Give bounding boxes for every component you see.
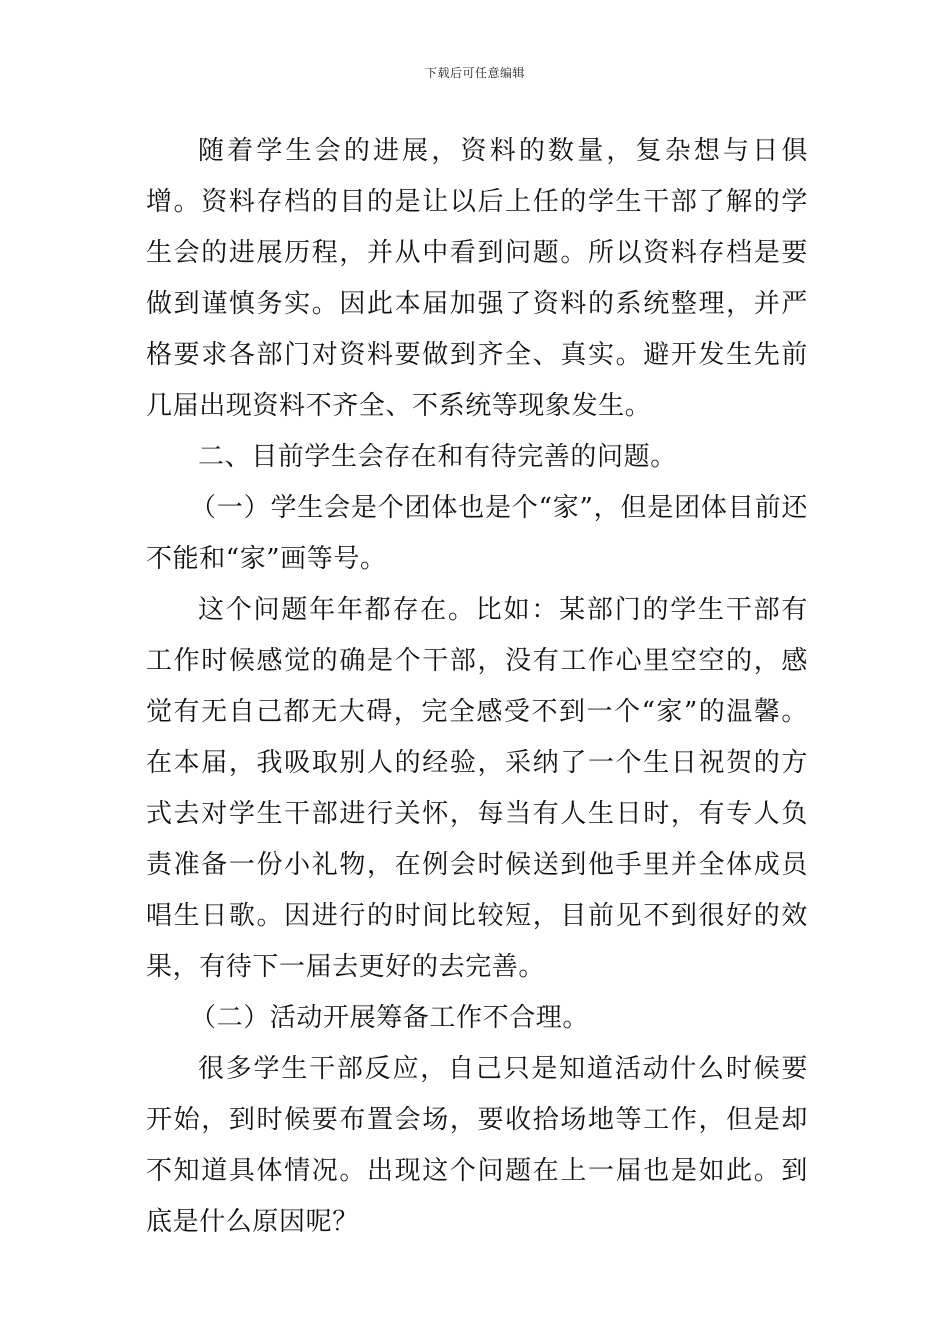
paragraph-family: 这个问题年年都存在。比如：某部门的学生干部有工作时候感觉的确是个干部，没有工作心里空空的，感觉有无自己都无大碍，完全感受不到一个“家”的温馨。在本届，我吸取别人的经验，采纳了一个生日祝贺的方式去对学生干部进行关怀，每当有人生日时，有专人负责准备一份小礼物，在例会时候送到他手里并全体成员唱生日歌。因进行的时间比较短，目前见不到很好的效果，有待下一届去更好的去完善。: [146, 595, 808, 982]
paragraph-archive: 随着学生会的进展，资料的数量，复杂想与日俱增。资料存档的目的是让以后上任的学生干部了解的学生会的进展历程，并从中看到问题。所以资料存档是要做到谨慎务实。因此本届加强了资料的系统整理，并严格要求各部门对资料要做到齐全、真实。避开发生先前几届出现资料不齐全、不系统等现象发生。: [146, 136, 808, 421]
section-heading-problems: 二、目前学生会存在和有待完善的问题。: [198, 442, 677, 472]
subheading-one: （一）学生会是个团体也是个“家”，但是团体目前还不能和“家”画等号。: [146, 493, 808, 574]
paragraph-activity: 很多学生干部反应，自己只是知道活动什么时候要开始，到时候要布置会场，要收拾场地等工作，但是却不知道具体情况。出现这个问题在上一届也是如此。到底是什么原因呢？: [146, 1054, 808, 1237]
page-header: 下载后可任意编辑: [424, 66, 525, 80]
subheading-two: （二）活动开展筹备工作不合理。: [190, 1003, 590, 1033]
document-body: [146, 126, 808, 1248]
